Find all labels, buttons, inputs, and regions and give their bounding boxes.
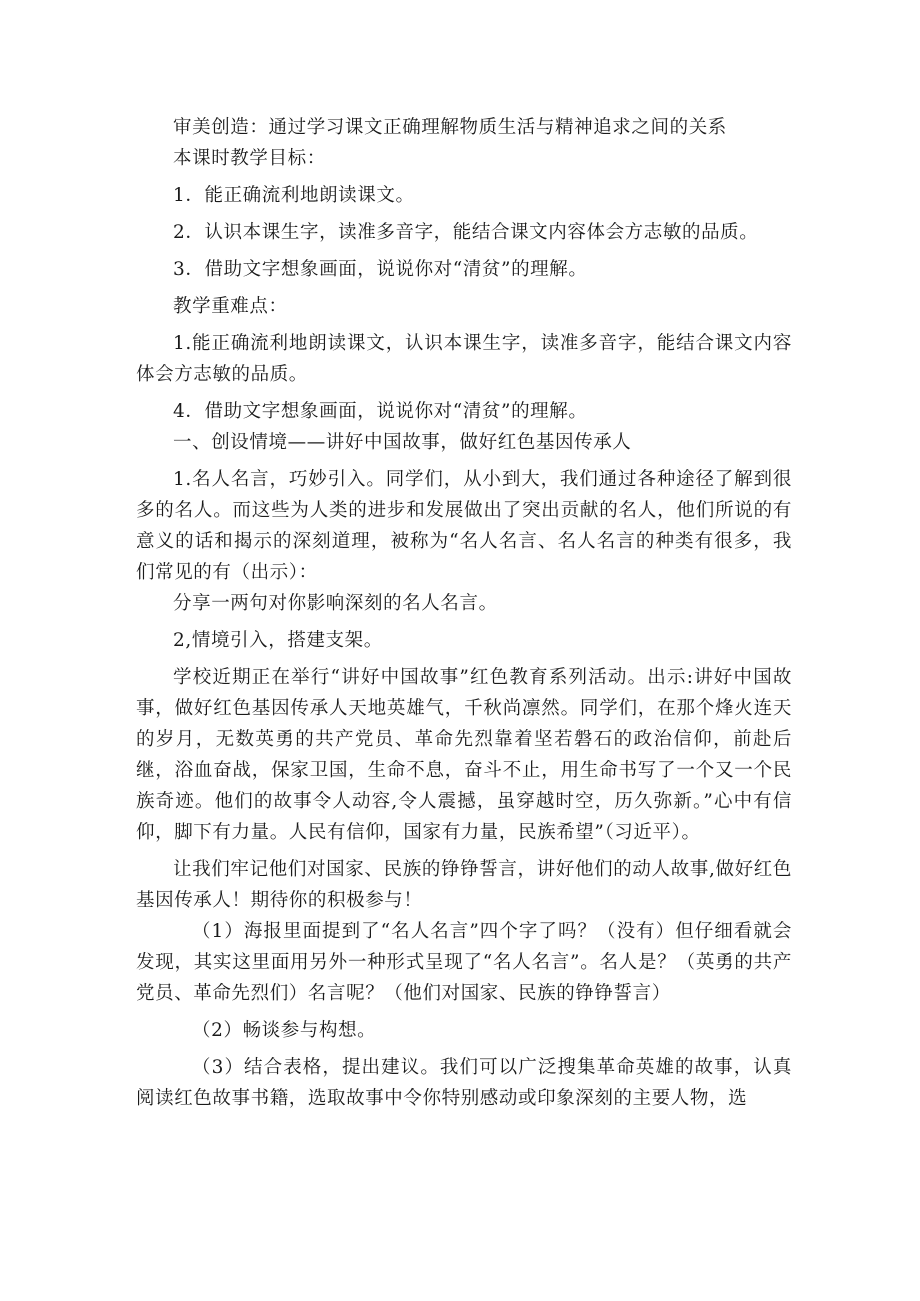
document-page [136,112,792,1114]
paragraph-section-1-heading: 一、创设情境——讲好中国故事，做好红色基因传承人 [173,432,632,453]
paragraph-key-points-heading: 教学重难点： [173,296,288,317]
paragraph-goal-3: 3．借助文字想象画面，说说你对“清贫”的理解。 [173,259,588,280]
paragraph-goal-1: 1．能正确流利地朗读课文。 [173,185,415,206]
paragraph-remember-vows: 让我们牢记他们对国家、民族的铮铮誓言，讲好他们的动人故事,做好红色基因传承人！期待你的积极参与！ [136,859,792,911]
paragraph-share-quotes: 分享一两句对你影响深刻的名人名言。 [173,593,498,614]
paragraph-poster-question: （1）海报里面提到了“名人名言”四个字了吗？（没有）但仔细看就会发现，其实这里面用另外一种形式呈现了“名人名言”。名人是？（英勇的共产党员、革命先烈们）名言呢？（他们对国家、民族的铮铮誓言） [136,921,792,1004]
paragraph-scenario-intro: 2,情境引入，搭建支架。 [173,630,383,651]
paragraph-lesson-goals-heading: 本课时教学目标： [173,148,326,169]
paragraph-aesthetic-goal: 审美创造：通过学习课文正确理解物质生活与精神追求之间的关系 [173,117,727,138]
paragraph-table-suggestions: （3）结合表格，提出建议。我们可以广泛搜集革命英雄的故事，认真阅读红色故事书籍，选取故事中令你特别感动或印象深刻的主要人物，选 [136,1057,792,1109]
paragraph-key-point-4: 4．借助文字想象画面，说说你对“清贫”的理解。 [173,401,588,422]
paragraph-famous-quotes-intro: 1.名人名言，巧妙引入。同学们，从小到大，我们通过各种途径了解到很多的名人。而这些为人类的进步和发展做出了突出贡献的名人，他们所说的有意义的话和揭示的深刻道理，被称为“名人名言、名人名言的种类有很多，我们常见的有（出示）： [136,469,792,583]
paragraph-discuss-ideas: （2）畅谈参与构想。 [192,1020,377,1041]
paragraph-goal-2: 2．认识本课生字，读准多音字，能结合课文内容体会方志敏的品质。 [173,222,759,243]
paragraph-key-point-1: 1.能正确流利地朗读课文，认识本课生字，读准多音字，能结合课文内容体会方志敏的品质。 [136,333,792,385]
paragraph-school-activity: 学校近期正在举行“讲好中国故事”红色教育系列活动。出示:讲好中国故事，做好红色基因传承人天地英雄气，千秋尚凛然。同学们，在那个烽火连天的岁月，无数英勇的共产党员、革命先烈靠着坚若磐石的政治信仰，前赴后继，浴血奋战，保家卫国，生命不息，奋斗不止，用生命书写了一个又一个民族奇迹。他们的故事令人动容,令人震撼，虽穿越时空，历久弥新。”心中有信仰，脚下有力量。人民有信仰，国家有力量，民族希望”（习近平）。 [136,667,792,843]
